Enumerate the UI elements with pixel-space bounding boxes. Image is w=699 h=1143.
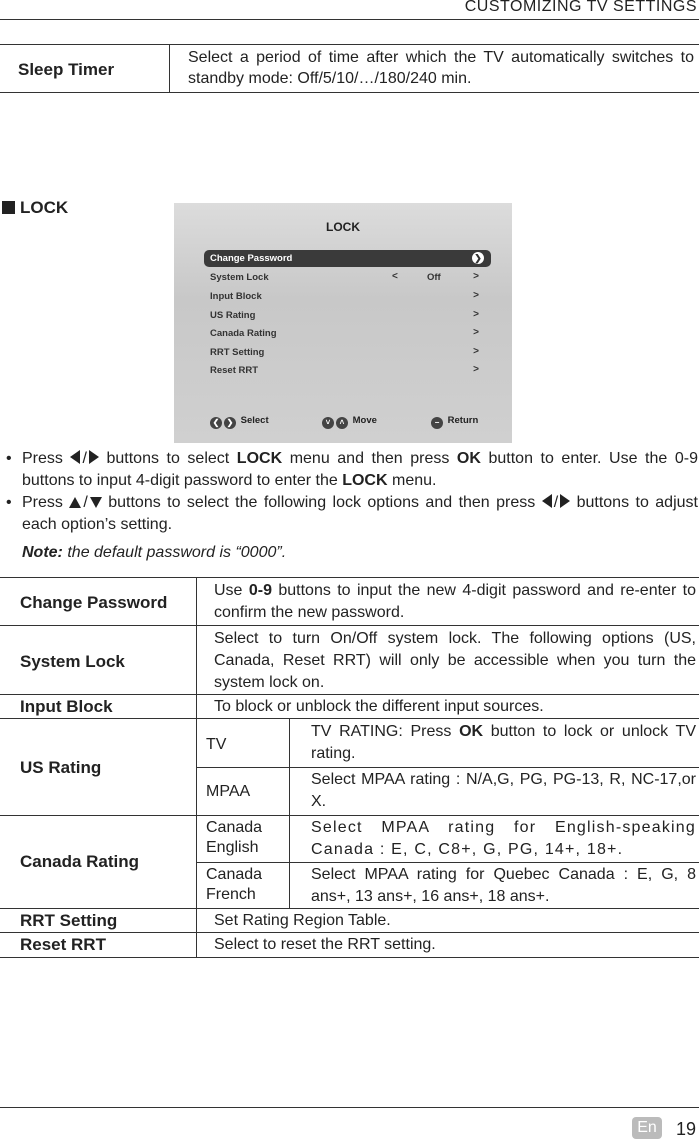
row-label: Input Block [20, 697, 113, 716]
down-arrow-icon [90, 497, 102, 508]
column-divider [169, 45, 170, 92]
tv-footer-return [431, 415, 478, 429]
instruction-bullet-2 [0, 492, 699, 536]
sub-row-divider [196, 767, 699, 768]
left-arrow-icon [542, 494, 552, 508]
tv-footer-move [322, 415, 377, 429]
tv-footer-select [210, 415, 269, 429]
sub-label-canada-french: Canada French [206, 866, 263, 903]
tv-menu-item-reset-rrt [204, 362, 491, 379]
footer-divider [0, 1107, 699, 1108]
left-button-icon: ❮ [210, 417, 222, 429]
table-column-divider [196, 577, 197, 957]
table-row-change-password [0, 577, 699, 626]
chevron-right-icon: > [473, 346, 479, 357]
tv-footer-select-label: Select [240, 415, 269, 426]
tv-footer-move-label: Move [352, 415, 377, 426]
table-row-system-lock [0, 625, 699, 695]
chevron-right-icon: > [473, 327, 479, 338]
language-badge: En [632, 1117, 662, 1139]
tv-menu-item-canada-rating [204, 325, 491, 342]
tv-menu-item-label: RRT Setting [210, 347, 265, 358]
table-subcolumn-divider [289, 718, 290, 908]
sub-label-tv: TV [206, 736, 227, 753]
chevron-right-icon: > [473, 309, 479, 320]
table-row-us-rating [0, 718, 699, 816]
sub-label-mpaa: MPAA [206, 783, 251, 800]
row-description: Set Rating Region Table. [214, 912, 391, 929]
tv-menu-item-label: Input Block [210, 291, 262, 302]
square-bullet-icon [2, 201, 15, 214]
header-divider [0, 19, 699, 20]
lock-heading [2, 198, 68, 218]
sub-description-mpaa: Select MPAA rating : N/A,G, PG, PG-13, R, NC-17,or X. [311, 771, 696, 810]
return-button-icon: − [431, 417, 443, 429]
right-arrow-icon [560, 494, 570, 508]
sub-label-canada-english: Canada English [206, 819, 263, 856]
tv-footer-return-label: Return [447, 415, 479, 426]
section-title: CUSTOMIZING TV SETTINGS [464, 0, 697, 15]
row-label: Canada Rating [20, 852, 140, 871]
tv-menu-item-label: Change Password [210, 253, 293, 264]
bullet-dot: • [6, 494, 12, 511]
tv-menu-item-us-rating [204, 307, 491, 324]
tv-menu-item-label: Canada Rating [210, 328, 277, 339]
right-button-icon: ❯ [224, 417, 236, 429]
tv-menu-item-input-block [204, 288, 491, 305]
instruction-text-2: Press / buttons to select the following lock options and then press / buttons to adjust each option’s setting. [22, 494, 698, 533]
tv-menu-item-rrt-setting [204, 344, 491, 361]
row-description: Select to turn On/Off system lock. The following options (US, Canada, Reset RRT) will only be accessible when you turn the system lock on. [214, 630, 696, 691]
sleep-timer-row [0, 44, 699, 93]
sub-row-divider [196, 862, 699, 863]
tv-menu-item-label: System Lock [210, 272, 269, 283]
row-label: System Lock [20, 652, 125, 671]
sub-description-tv: TV RATING: Press OK button to lock or unlock TV rating. [311, 723, 696, 762]
up-button-icon: ˄ [336, 417, 348, 429]
chevron-right-icon: > [473, 364, 479, 375]
row-label: Change Password [20, 593, 168, 612]
tv-menu-title: LOCK [326, 220, 360, 234]
chevron-right-icon: > [473, 271, 479, 282]
instruction-text-1: Press / buttons to select LOCK menu and then press OK button to enter. Use the 0-9 buttons to input 4-digit password to enter the LOCK menu. [22, 450, 698, 489]
arrow-right-circle-icon: ❯ [472, 252, 484, 264]
row-label: Reset RRT [20, 935, 106, 954]
sleep-timer-description: Select a period of time after which the TV automatically switches to standby mode: Off/5/10/…/180/240 min. [188, 49, 694, 87]
tv-menu-item-change-password [204, 250, 491, 267]
tv-menu-item-value: Off [427, 272, 441, 283]
sub-description-canada-english: Select MPAA rating for English-speaking Canada : E, C, C8+, G, PG, 14+, 18+. [311, 819, 696, 858]
table-row-reset-rrt [0, 932, 699, 958]
sub-description-canada-french: Select MPAA rating for Quebec Canada : E, G, 8 ans+, 13 ans+, 16 ans+, 18 ans+. [311, 866, 696, 905]
page-number: 19 [676, 1119, 697, 1139]
row-label: RRT Setting [20, 911, 118, 930]
tv-menu-item-label: Reset RRT [210, 365, 259, 376]
table-row-rrt-setting [0, 908, 699, 933]
sleep-timer-label: Sleep Timer [18, 60, 115, 79]
chevron-right-icon: > [473, 290, 479, 301]
tv-lock-menu-screenshot [174, 203, 512, 443]
row-description: To block or unblock the different input sources. [214, 698, 544, 715]
default-password-note: Note: the default password is “0000”. [22, 544, 287, 561]
left-arrow-icon [70, 450, 80, 464]
instruction-bullet-1 [0, 448, 699, 492]
tv-menu-item-system-lock [204, 269, 491, 286]
right-arrow-icon [89, 450, 99, 464]
lock-heading-text: LOCK [20, 198, 69, 217]
row-label: US Rating [20, 758, 102, 777]
up-arrow-icon [69, 497, 81, 508]
bullet-dot: • [6, 450, 12, 467]
table-row-input-block [0, 694, 699, 719]
chevron-left-icon: < [392, 271, 398, 282]
tv-menu-item-label: US Rating [210, 310, 256, 321]
down-button-icon: ˅ [322, 417, 334, 429]
table-row-canada-rating [0, 815, 699, 909]
row-description: Use 0-9 buttons to input the new 4-digit password and re-enter to confirm the new password. [214, 582, 697, 621]
row-description: Select to reset the RRT setting. [214, 936, 436, 953]
